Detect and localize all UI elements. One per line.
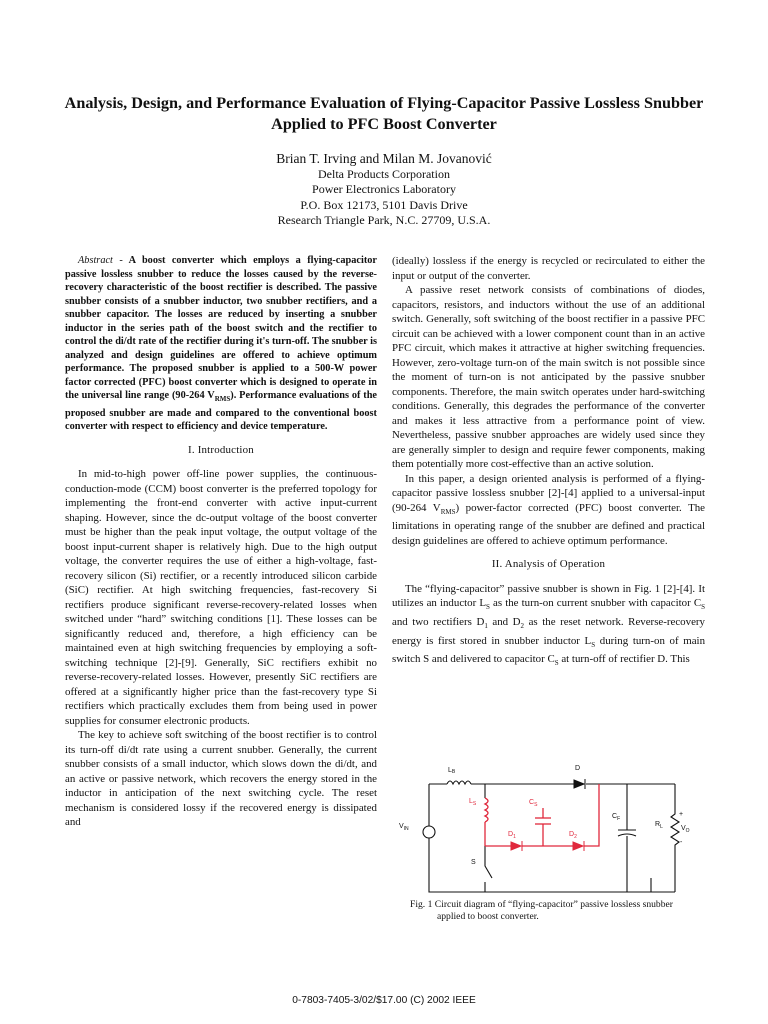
text-run: and D bbox=[487, 615, 521, 628]
label-d2: $D_2$ bbox=[569, 831, 577, 840]
affiliation bbox=[60, 167, 708, 229]
snubber-inductor bbox=[485, 798, 488, 822]
label-plus: + bbox=[679, 811, 684, 818]
label-cf: $C_F$ bbox=[612, 813, 621, 822]
main-circuit bbox=[423, 781, 679, 892]
label-d: D bbox=[575, 765, 581, 772]
subscript: S bbox=[486, 603, 490, 612]
section-heading-introduction: I. Introduction bbox=[188, 443, 254, 456]
main-switch bbox=[485, 846, 492, 878]
text-run: as the turn-on current snubber with capacitor C bbox=[489, 597, 702, 610]
wire bbox=[584, 784, 599, 846]
right-column bbox=[392, 254, 705, 671]
label-rl: $R_L$ bbox=[655, 821, 663, 830]
paragraph: In mid-to-high power off-line power supplies, the continuous-conduction-mode (CCM) boost converter is the preferred topology for implementing the front-end converter with active input-current shaping. However, since the dc-output voltage of the boost converter must be higher than the peak input voltage, the output voltage of the boost input-current shaper is relatively high. Due to the high output voltage, the converter requires the use of either a high-voltage, fast-recovery silicon (Si) rectifier, or a recently introduced silicon carbide (SiC) rectifier. At high switching frequencies, fast-recovery Si rectifiers produce significant reverse-recovery-related losses when switched under “hard” switching conditions [1]. These losses can be significantly reduced and, therefore, a high efficiency can be maintained even at high switching frequencies by employing a soft-switching technique [2]-[9]. Generally, SiC rectifiers exhibit no reverse-recovery-related losses. However, presently SiC rectifiers are offered at a significantly higher price than the fast-recovery type Si rectifiers which practically excludes them from being used in power supplies for consumer electronic products. bbox=[65, 468, 377, 727]
input-source bbox=[423, 826, 435, 838]
abstract bbox=[65, 254, 377, 434]
caption-line: Fig. 1 Circuit diagram of “flying-capacitor” passive lossless snubber bbox=[410, 899, 673, 910]
text-run: ) power-factor corrected (PFC) boost converter. The limitations in operating range of the snubber are defined and practical design guidelines are offered to achieve optimum performance. bbox=[392, 501, 706, 547]
abstract-text: ). Performance evaluations of the proposed snubber are made and compared to the conventional boost converter with respect to efficiency and device temperature. bbox=[65, 390, 377, 433]
label-lb: LB bbox=[448, 767, 456, 775]
abstract-label: Abstract - bbox=[78, 255, 123, 266]
affiliation-line: P.O. Box 12173, 5101 Davis Drive bbox=[300, 197, 468, 212]
label-vo: $V_O$ bbox=[681, 825, 690, 834]
snubber-diode-d2 bbox=[573, 841, 584, 851]
boost-inductor bbox=[447, 781, 471, 784]
figure-caption bbox=[410, 899, 706, 924]
circuit-labels bbox=[399, 765, 690, 866]
abstract-subscript: RMS bbox=[214, 395, 231, 404]
paragraph: A passive reset network consists of combinations of diodes, capacitors, resistors, and inductors without the use of an additional switch. Generally, soft switching of the boost rectifier in a passive PFC circuit can be achieved with a lower component count than in an active PFC circuit, which makes it attractive at higher switching frequencies. However, zero-voltage turn-on of the main switch is not possible since the moment of turn-on is not anticipated by the passive snubber components. Therefore, the main switch operates under hard-switching conditions. Generally, this degrades the performance of the converter and makes it less attractive from a performance point of view. Nevertheless, passive snubber approaches are widely used since they are generally simpler to design and require fewer components, making them potentially more cost-effective than an active solution. bbox=[392, 284, 705, 470]
label-cs: $C_S$ bbox=[529, 799, 538, 808]
abstract-text: A boost converter which employs a flying-capacitor passive lossless snubber to reduce the losses caused by the reverse-recovery characteristic of the boost rectifier is described. The passive snubber consists of a snubber inductor, two snubber rectifiers, and a snubber capacitor. The losses are reduced by inserting a snubber inductor in the series path of the boost switch and the rectifier to control the di/dt rate of the rectifier during it's turn-off. The snubber is analyzed and design guidelines are offered to achieve optimum performance. The proposed snubber is applied to a 500-W power factor corrected (PFC) boost converter which is designed to operate in the universal line range (90-264 V bbox=[65, 255, 377, 401]
subscript: RMS bbox=[440, 507, 456, 516]
label-s: S bbox=[471, 859, 476, 866]
circuit-diagram bbox=[393, 752, 705, 900]
subscript: S bbox=[554, 659, 559, 668]
caption-line: applied to boost converter. bbox=[437, 911, 539, 923]
affiliation-line: Delta Products Corporation bbox=[318, 167, 450, 181]
left-column bbox=[65, 254, 377, 830]
authors: Brian T. Irving and Milan M. Jovanović bbox=[276, 151, 492, 166]
subscript: S bbox=[701, 603, 705, 612]
subscript: S bbox=[591, 640, 596, 649]
subscript: 1 bbox=[484, 622, 488, 631]
text-run: In this paper, a design oriented analysis is performed of a flying-capacitor passive lossless snubber [2]-[4] applied to a universal-input (90-264 V bbox=[392, 472, 705, 514]
section-heading-analysis: II. Analysis of Operation bbox=[491, 558, 606, 571]
label-d1: $D_1$ bbox=[508, 831, 516, 840]
paragraph bbox=[392, 582, 705, 671]
label-vin: $V_{IN}$ bbox=[399, 823, 409, 832]
affiliation-line: Power Electronics Laboratory bbox=[312, 182, 456, 197]
boost-diode bbox=[574, 779, 585, 789]
copyright-footer: 0-7803-7405-3/02/$17.00 (C) 2002 IEEE bbox=[292, 995, 476, 1006]
label-minus: - bbox=[680, 839, 683, 846]
load-resistor bbox=[671, 784, 679, 892]
snubber-diode-d1 bbox=[511, 841, 522, 851]
text-run: The “flying-capacitor” passive snubber is shown in Fig. 1 [2]-[4]. It utilizes an inductor L bbox=[392, 582, 705, 610]
label-ls: $L_S$ bbox=[469, 798, 477, 807]
subscript: 2 bbox=[520, 622, 525, 631]
filter-capacitor-plate bbox=[618, 834, 636, 836]
paragraph bbox=[392, 472, 705, 549]
paragraph: The key to achieve soft switching of the boost rectifier is to control its turn-off di/dt rate using a current snubber. Generally, the current snubber consists of a small inductor, which slows down the di/dt, and an active or passive network, which recovers the energy stored in the inductor in anticipation of the next switching cycle. The reset mechanism is considered lossy if the recovered energy is dissipated and bbox=[65, 729, 377, 829]
paragraph: (ideally) lossless if the energy is recycled or recirculated to either the input or output of the converter. bbox=[392, 255, 705, 282]
text-run: and two rectifiers D bbox=[392, 615, 485, 628]
paper-title: Analysis, Design, and Performance Evaluation of Flying-Capacitor Passive Lossless Snubber Applied to PFC Boost Converter bbox=[64, 94, 704, 133]
text-run: as the reset network. Reverse-recovery energy is first stored in snubber inductor L bbox=[392, 615, 705, 647]
affiliation-line: Research Triangle Park, N.C. 27709, U.S.A. bbox=[277, 213, 491, 228]
text-run: at turn-off of rectifier D. This bbox=[558, 653, 690, 666]
snubber-network bbox=[485, 784, 599, 846]
text-run: during turn-on of main switch S and delivered to capacitor C bbox=[392, 634, 706, 666]
